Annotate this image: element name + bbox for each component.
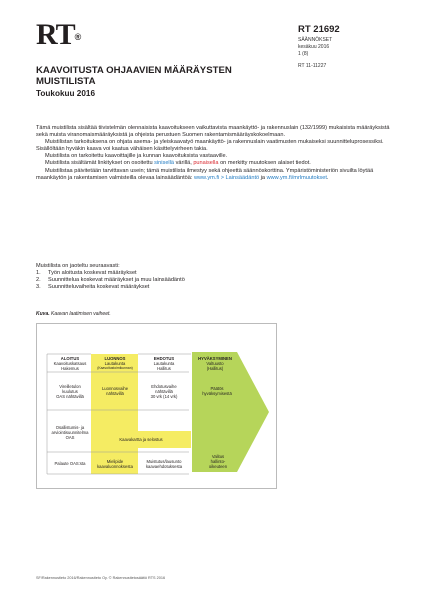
paragraph-colors: Muistilista sisältämät linkitykset on osoitettu sinisellä värillä, punaisella on merkitty muutoksen alaiset tiedot. bbox=[45, 160, 311, 167]
paragraph-updates: Muistilistaa päivitetään tarvittavan usein; tämä muistilista ilmestyy sekä ohjeettä säännöskorttina. Ympäristöministeriön sivuilta löytää maankäytön ja rakentamisen valmisteilla olevaa lainsäädäntöä: www.ym.fi > Lainsäädäntö ja www.ym.fi/mrlmuutokset. bbox=[36, 167, 374, 181]
cell-muistutus: Muistutus/lausunto kaavaehdotuksesta bbox=[145, 458, 183, 469]
list-item: 2. Suunnittelua koskevat määräykset ja muu lainsäädäntö bbox=[36, 277, 185, 284]
cell-ehdotusvaihe: Ehdotusvaihe nähtävillä 30 vrk (14 vrk) bbox=[150, 383, 178, 399]
column-aloitus: ALOITUS Kaavoituskatsaus Hakemus bbox=[53, 356, 87, 371]
cell-luonnosvaihe: Luonnosvaihe nähtävillä bbox=[101, 386, 129, 396]
figure-caption: Kuva. Kaavan laatimisen vaiheet. bbox=[36, 311, 111, 317]
list-item: 3. Suunnitteluvaiheita koskevat määräykset bbox=[36, 284, 150, 291]
paragraph-intro: Tämä muistilista sisältää tiivistelmän olennaisista kaavoitukseen vaikuttavista maankäyttö- ja rakennuslain (132/1999) mukaisista määräyksistä sekä muista viranomaismääräyksistä ja ohjeista perustuen Suomen rakentamismääräyskokoelmaan. bbox=[36, 125, 390, 139]
body-text bbox=[36, 125, 396, 182]
link-ym-mrlmuutokset[interactable]: www.ym.fi/mrlmuutokset bbox=[266, 174, 327, 181]
cell-vireilletulo: Vireilletulon kuulutus OAS nähtävillä bbox=[56, 383, 84, 399]
column-hyvaksyminen: HYVÄKSYMINEN Valtuusto (Hallitus) bbox=[198, 356, 232, 371]
cell-kaavakartta: Kaavakartta ja selostus bbox=[119, 437, 163, 442]
meta-code: RT 11-11227 bbox=[298, 63, 327, 69]
paragraph-purpose: Muistilistan tarkoituksena on ohjata asema- ja yleiskaavatyö maankäyttö- ja rakennuslain vaatimusten mukaiseksi suunnitteluprosessiksi. Sisällöltään hyväkin kaava voi kaatua vähäisen käsittelyvirheen takia. bbox=[36, 139, 384, 153]
cell-palaute-oas: Palaute OAS:sta bbox=[54, 461, 86, 466]
outline-list bbox=[36, 263, 185, 291]
blue-word: sinisellä bbox=[154, 160, 175, 167]
title-block bbox=[36, 65, 276, 99]
cell-oas: Osallistumis- ja arviointisuunnitelma OAS bbox=[51, 424, 89, 440]
planning-phases-diagram bbox=[36, 323, 277, 489]
column-luonnos: LUONNOS Lautakunta (Kaavoitustoimikunnan) bbox=[97, 356, 133, 370]
meta-category: SÄÄNNÖKSET bbox=[298, 37, 333, 43]
paragraph-audience: Muistilista on tarkoitettu kaavoittajille ja kunnan kaavoituksista vastaaville. bbox=[45, 153, 228, 160]
cell-paatos: Päätös hyväksymisestä bbox=[202, 386, 232, 396]
footer-copyright: SF/Rakennustieto 2016/Rakennustieto Oy. © Rakennustietosäätiö RTS 2016 bbox=[36, 576, 166, 580]
list-item: 1. Työn aloitusta koskevat määräykset bbox=[36, 270, 137, 277]
column-ehdotus: EHDOTUS Lautakunta Hallitus bbox=[153, 356, 175, 371]
meta-pages: 1 (8) bbox=[298, 51, 309, 57]
meta-date: kesäkuu 2016 bbox=[298, 44, 330, 50]
link-ym-lainsaadanto[interactable]: www.ym.fi > Lainsäädäntö bbox=[193, 174, 260, 181]
cell-mielipide: Mielipide kaavaluonnoksesta bbox=[97, 458, 133, 469]
document-title: KAAVOITUSTA OHJAAVIEN MÄÄRÄYSTEN MUISTILISTA bbox=[36, 65, 232, 87]
rt-logo: RT® bbox=[36, 18, 81, 51]
red-word: punaisella bbox=[193, 160, 219, 167]
document-meta bbox=[298, 37, 332, 70]
document-subtitle: Toukokuu 2016 bbox=[36, 89, 95, 98]
outline-intro: Muistilista on jaoteltu seuraavasti: bbox=[36, 263, 120, 269]
cell-valitus: Valitus hallinto- oikeuteen bbox=[208, 453, 228, 469]
document-number: RT 21692 bbox=[298, 24, 340, 35]
